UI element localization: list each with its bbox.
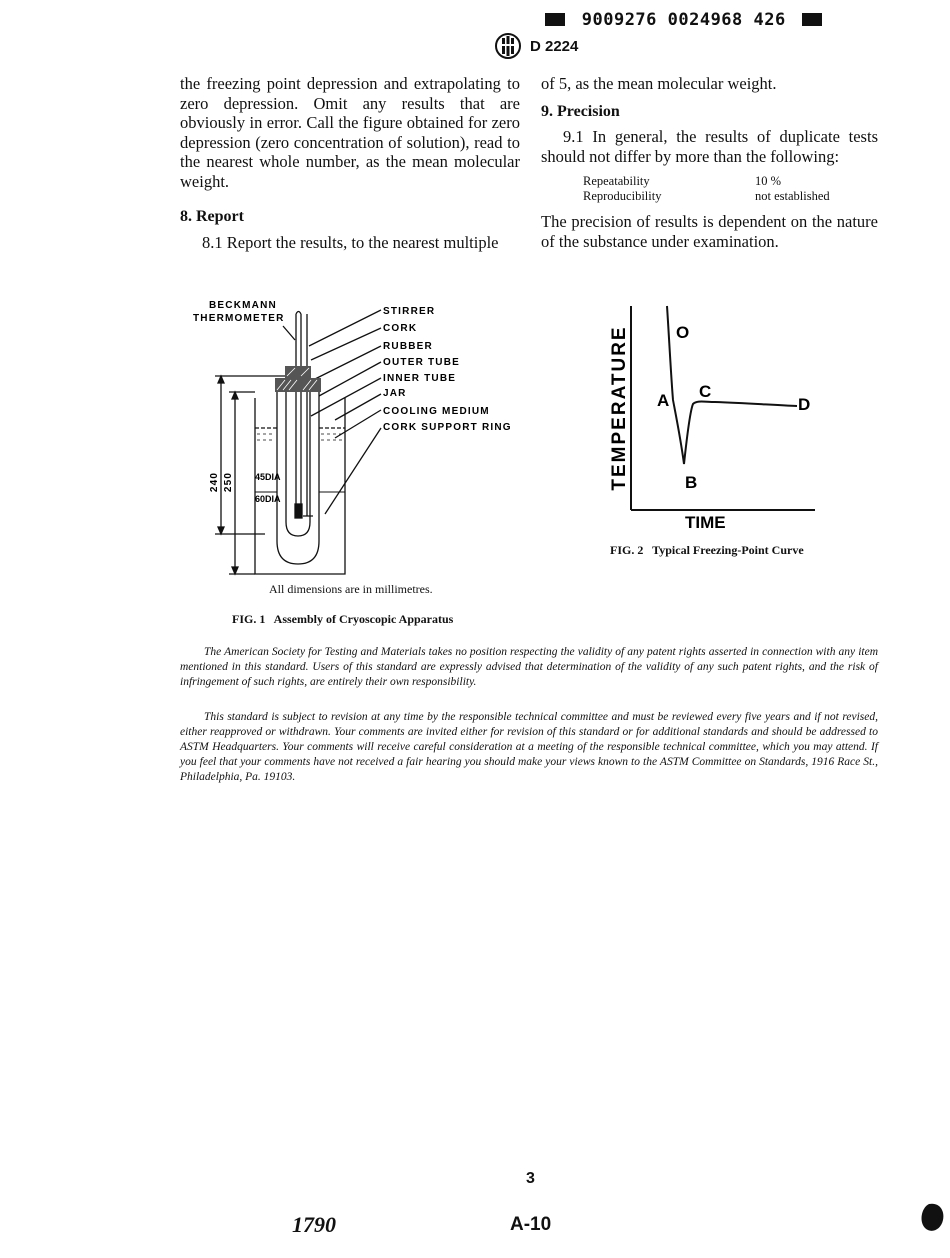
precision-note: The precision of results is dependent on the nature of the substance under examination.: [541, 212, 878, 251]
patent-notice-text: The American Society for Testing and Materials takes no position respecting the validity of any patent rights asserted in connection with any item mentioned in this standard. Users of this standard are expressly advised that determination of the validity of any such patent rights, and the risk of infringement of such rights, are entirely their own responsibility.: [180, 646, 878, 688]
precision-label: Repeatability: [583, 174, 650, 188]
figure-1-diagram: [185, 296, 525, 581]
section-9-heading: 9. Precision: [541, 102, 620, 120]
figure-1-note: All dimensions are in millimetres.: [269, 582, 433, 596]
astm-logo-icon: [494, 33, 522, 59]
footer-stamp-center: A-10: [510, 1214, 552, 1235]
figure-2-chart: [605, 296, 835, 536]
label-inner-tube: INNER TUBE: [383, 373, 457, 384]
label-rubber: RUBBER: [383, 341, 433, 352]
label-cork: CORK: [383, 323, 418, 334]
barcode-header: [545, 10, 835, 30]
y-axis-label: TEMPERATURE: [609, 325, 630, 491]
revision-notice: [180, 710, 878, 785]
outer-tube: [277, 392, 319, 564]
corner-blot-icon: [915, 1200, 945, 1236]
revision-notice-text: This standard is subject to revision at any time by the responsible technical committee and must be reviewed every five years and if not revised, either reapproved or withdrawn. Your comments are invited either for revision of this standard or for additional standards and should be addressed to ASTM Headquarters. Your comments will receive careful consideration at a meeting of the responsible technical committee, which you may attend. If you feel that your comments have not received a fair hearing you should make your views known to the ASTM Committee on Standards, 1916 Race St., Philadelphia, Pa. 19103.: [180, 711, 878, 783]
section-9-text: 9.1 In general, the results of duplicate tests should not differ by more than the following:: [541, 127, 878, 166]
table-row: [583, 189, 830, 204]
label-cooling-medium: COOLING MEDIUM: [383, 406, 490, 417]
precision-value: 10 %: [755, 174, 782, 188]
jar-outline: [255, 398, 345, 574]
label-stirrer: STIRRER: [383, 306, 436, 317]
dimension-250: 250: [223, 471, 234, 493]
patent-notice: [180, 645, 878, 690]
right-column: [541, 74, 878, 251]
point-label-c: C: [699, 382, 712, 401]
barcode-block-right: [802, 13, 822, 26]
label-outer-tube: OUTER TUBE: [383, 357, 460, 368]
page-number: 3: [526, 1170, 535, 1187]
point-label-o: O: [676, 323, 690, 342]
barcode-block-left: [545, 13, 565, 26]
barcode-text: 9009276 0024968 426: [581, 10, 786, 30]
left-column: [180, 74, 520, 252]
point-label-d: D: [798, 395, 811, 414]
label-jar: JAR: [383, 388, 407, 399]
label-thermometer: THERMOMETER: [193, 313, 285, 324]
point-label-b: B: [685, 473, 698, 492]
precision-table: [583, 174, 830, 204]
section-8-text: 8.1 Report the results, to the nearest multiple: [202, 232, 499, 252]
table-row: [583, 174, 830, 189]
x-axis-label: TIME: [685, 513, 726, 532]
thermometer: [296, 312, 301, 507]
dimension-240: 240: [209, 471, 220, 493]
continued-paragraph: the freezing point depression and extrapolating to zero depression. Omit any results that are obviously in error. Call the figure obtained for zero depression (zero concentration of solution), read to the nearest whole number, as the mean molecular weight.: [180, 74, 520, 191]
footer-stamp-left: 1790: [292, 1212, 336, 1237]
dimension-60-dia: 60DIA: [255, 494, 281, 504]
continued-text: of 5, as the mean molecular weight.: [541, 74, 777, 93]
section-8-heading: 8. Report: [180, 208, 244, 225]
figure-2-caption: FIG. 2 Typical Freezing-Point Curve: [610, 543, 804, 557]
point-label-a: A: [657, 391, 670, 410]
label-cork-support-ring: CORK SUPPORT RING: [383, 422, 512, 433]
precision-value: not established: [755, 189, 830, 203]
standard-header: [494, 33, 578, 59]
precision-label: Reproducibility: [583, 189, 662, 203]
figure-1-caption: FIG. 1 Assembly of Cryoscopic Apparatus: [232, 612, 454, 626]
dimension-45-dia: 45DIA: [255, 472, 281, 482]
label-beckmann: BECKMANN: [209, 300, 277, 311]
standard-code: D 2224: [530, 37, 579, 55]
